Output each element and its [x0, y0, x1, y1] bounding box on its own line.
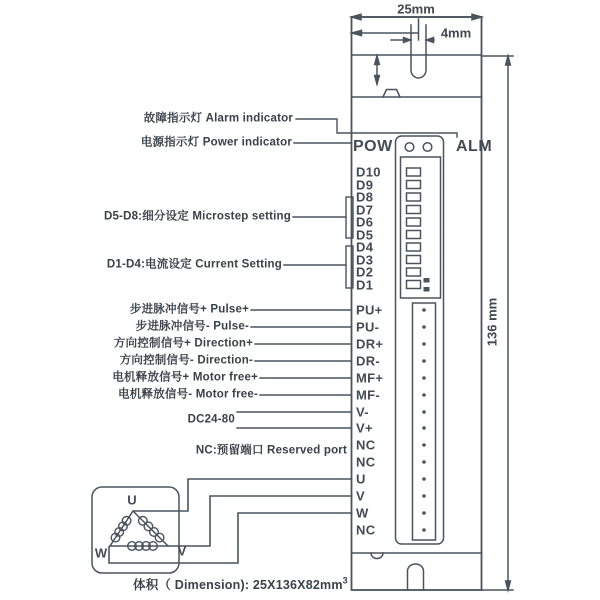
- power-led: [405, 143, 414, 152]
- terminal-dot: [422, 460, 426, 464]
- motor-v-label: V: [177, 543, 187, 559]
- terminal-label: DR-: [356, 353, 381, 369]
- terminal-dot: [422, 477, 426, 481]
- dip-label: D5: [356, 227, 374, 242]
- wire-v: [169, 496, 352, 546]
- label-dc: DC24-80: [187, 413, 235, 426]
- terminal-dots: [422, 308, 426, 532]
- pow-label: POW: [353, 138, 393, 155]
- label-current: D1-D4:电流设定 Current Setting: [106, 258, 282, 271]
- terminal-label: U: [356, 471, 366, 487]
- dip-label: D1: [356, 277, 374, 292]
- motor-w-label: W: [94, 545, 108, 561]
- dip-switch: [407, 281, 421, 289]
- dip-switch: [407, 206, 421, 214]
- dip-label: D6: [356, 214, 374, 230]
- terminal-label: PU-: [356, 319, 380, 335]
- terminal-dot: [422, 410, 426, 414]
- label-microstep: D5-D8:细分设定 Microstep setting: [103, 210, 291, 223]
- terminal-label: NC: [356, 437, 376, 453]
- label-dir-minus: 方向控制信号- Direction-: [119, 354, 253, 367]
- terminal-dot: [422, 426, 426, 430]
- terminal-label: V-: [356, 404, 369, 420]
- dip-switch: [407, 231, 421, 239]
- terminal-label: MF+: [356, 370, 384, 386]
- terminal-label: V+: [356, 420, 373, 436]
- terminal-dot: [422, 393, 426, 397]
- dim-height-label: 136 mm: [484, 297, 500, 347]
- label-pulse-plus: 步进脉冲信号+ Pulse+: [129, 303, 249, 316]
- front-panel: [396, 136, 444, 544]
- wire-u: [134, 479, 352, 511]
- terminal-strip: [413, 303, 436, 540]
- alm-label: ALM: [456, 138, 493, 155]
- volume-text: 体积（ Dimension): 25X136X82mm: [133, 577, 343, 592]
- leader-alarm: [296, 119, 457, 137]
- dip-switches: [407, 168, 421, 289]
- volume-sup: 3: [342, 575, 348, 586]
- terminal-dot: [422, 494, 426, 498]
- wire-w: [109, 513, 352, 563]
- terminal-label: DR+: [356, 336, 384, 352]
- terminal-dot: [422, 308, 426, 312]
- label-pulse-minus: 步进脉冲信号- Pulse-: [135, 320, 249, 333]
- motor-u-label: U: [127, 492, 137, 508]
- dip-switch: [407, 168, 421, 176]
- dip-label: D2: [356, 264, 374, 280]
- label-alarm: 故障指示灯 Alarm indicator: [143, 112, 293, 125]
- top-screw-bump: [383, 90, 400, 98]
- dim-width-label: 25mm: [397, 1, 435, 17]
- dip-switch: [407, 243, 421, 251]
- terminal-label: MF-: [356, 387, 380, 403]
- terminal-label: V: [356, 488, 365, 504]
- dip-label: D10: [356, 164, 381, 180]
- dip-switch-box: [401, 157, 441, 298]
- terminal-label: NC: [356, 522, 376, 538]
- panel-box: [396, 136, 444, 544]
- label-dir-plus: 方向控制信号+ Direction+: [113, 337, 253, 350]
- label-mf-minus: 电机释放信号- Motor free-: [118, 388, 258, 401]
- bottom-mount-notch: [408, 564, 424, 590]
- terminal-dot: [422, 342, 426, 346]
- terminal-dot: [422, 359, 426, 363]
- terminal-dot: [422, 325, 426, 329]
- terminal-dot: [422, 528, 426, 532]
- dip-label: D7: [356, 202, 374, 217]
- dip-label: D3: [356, 252, 374, 267]
- terminal-label: PU+: [356, 302, 383, 318]
- terminal-dot: [422, 376, 426, 380]
- terminal-label: W: [356, 505, 369, 521]
- dip-switch: [407, 256, 421, 264]
- leader-lines: [237, 119, 457, 428]
- dip-switch: [407, 218, 421, 226]
- bottom-screw-bump: [371, 553, 383, 559]
- terminal-dot: [422, 443, 426, 447]
- dip-switch: [407, 268, 421, 276]
- dip-label: D8: [356, 189, 374, 205]
- dip-switch: [407, 193, 421, 201]
- alarm-led: [423, 143, 432, 152]
- volume-label: [133, 577, 348, 592]
- dip-label: D9: [356, 177, 374, 192]
- label-nc: NC:预留端口 Reserved port: [195, 444, 347, 457]
- terminal-dot: [422, 511, 426, 515]
- dip-switch: [407, 181, 421, 189]
- dip-label: D4: [356, 239, 374, 255]
- label-mf-plus: 电机释放信号+ Motor free+: [112, 371, 258, 384]
- terminal-label: NC: [356, 454, 376, 470]
- label-power: 电源指示灯 Power indicator: [140, 136, 292, 149]
- dim-slot-label: 4mm: [440, 25, 472, 41]
